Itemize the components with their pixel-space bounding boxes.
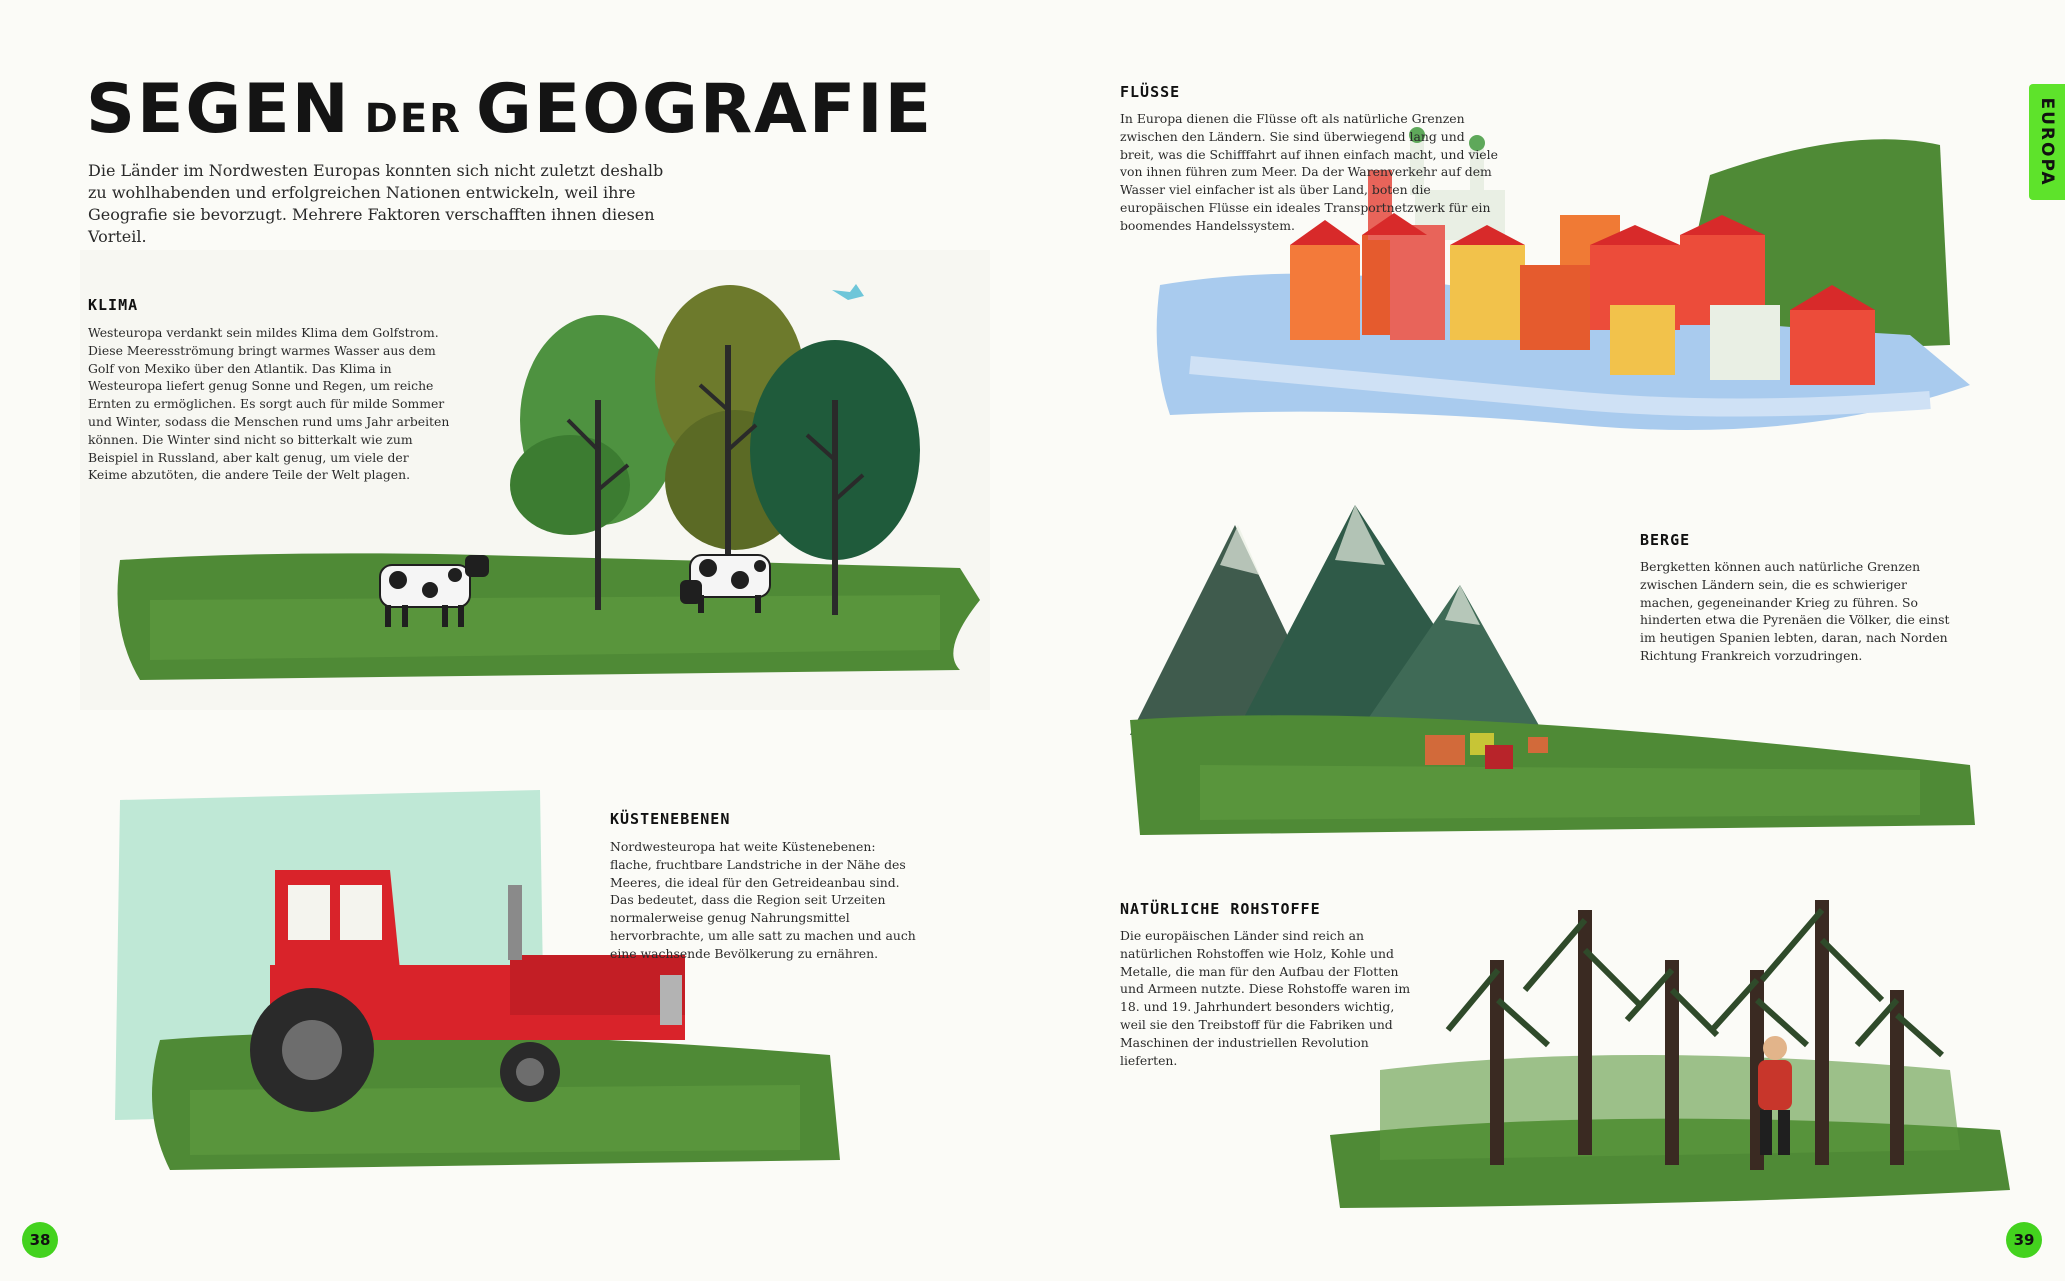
title-part-der: DER	[364, 96, 462, 142]
klima-illustration	[80, 250, 1020, 720]
berge-illustration	[1120, 505, 1980, 845]
fluesse-heading: FLÜSSE	[1120, 83, 1181, 101]
kuestenebenen-heading: KÜSTENEBENEN	[610, 810, 731, 828]
berge-heading: BERGE	[1640, 531, 1691, 549]
rohstoffe-illustration	[1320, 890, 2010, 1215]
section-tab-europa	[2029, 84, 2065, 200]
klima-text: Westeuropa verdankt sein mildes Klima dem Golfstrom. Diese Meeresströmung bringt warmes Wasser aus dem Golf von Mexiko über den Atlantik. Das Klima in Westeuropa liefert genug Sonne und Regen, um reiche Ernten zu ermöglichen. Es sorgt auch für milde Sommer und Winter, sodass die Menschen rund ums Jahr arbeiten können. Die Winter sind nicht so bitterkalt wie zum Beispiel in Russland, aber kalt genug, um viele der Keime abzutöten, die andere Teile der Welt plagen.	[88, 325, 450, 483]
title-part-geografie: GEOGRAFIE	[475, 70, 934, 149]
klima-heading: KLIMA	[88, 296, 139, 314]
rohstoffe-text: Die europäischen Länder sind reich an natürlichen Rohstoffen wie Holz, Kohle und Metalle, die man für den Aufbau der Flotten und Armeen nutzte. Diese Rohstoffe waren im 18. und 19. Jahrhundert besonders wichtig, weil sie den Treibstoff für die Fabriken und Maschinen der industriellen Revolution lieferten.	[1120, 928, 1411, 1068]
page-number-left: 38	[22, 1222, 58, 1258]
rohstoffe-heading: NATÜRLICHE ROHSTOFFE	[1120, 900, 1321, 918]
page-title	[86, 70, 933, 149]
berge-text: Bergketten können auch natürliche Grenzen zwischen Ländern sein, die es schwieriger machen, gegeneinander Krieg zu führen. So hinderten etwa die Pyrenäen die Völker, die einst im heutigen Spanien lebten, daran, nach Norden Richtung Frankreich vorzudringen.	[1640, 559, 1950, 663]
fluesse-text: In Europa dienen die Flüsse oft als natürliche Grenzen zwischen den Ländern. Sie sind überwiegend lang und breit, was die Schifffahrt auf ihnen einfach macht, und viele von ihnen führen zum Meer. Da der Warenverkehr auf dem Wasser viel einfacher ist als über Land, boten die europäischen Flüsse ein ideales Transportnetzwerk für ein boomendes Handelssystem.	[1120, 111, 1498, 233]
kuestenebenen-text: Nordwesteuropa hat weite Küstenebenen: flache, fruchtbare Landstriche in der Nähe des Meeres, die ideal für den Getreideanbau sind. Das bedeutet, dass die Region seit Urzeiten normalerweise genug Nahrungsmittel hervorbrachte, um alle satt zu machen und auch eine wachsende Bevölkerung zu ernähren.	[610, 839, 916, 961]
title-part-segen: SEGEN	[86, 70, 351, 149]
intro-paragraph: Die Länder im Nordwesten Europas konnten sich nicht zuletzt deshalb zu wohlhabenden und erfolgreichen Nationen entwickeln, weil ihre Geografie sie bevorzugt. Mehrere Faktoren verschafften ihnen diesen Vorteil.	[88, 161, 664, 246]
page-number-right: 39	[2006, 1222, 2042, 1258]
section-tab-label: EUROPA	[2037, 97, 2057, 187]
